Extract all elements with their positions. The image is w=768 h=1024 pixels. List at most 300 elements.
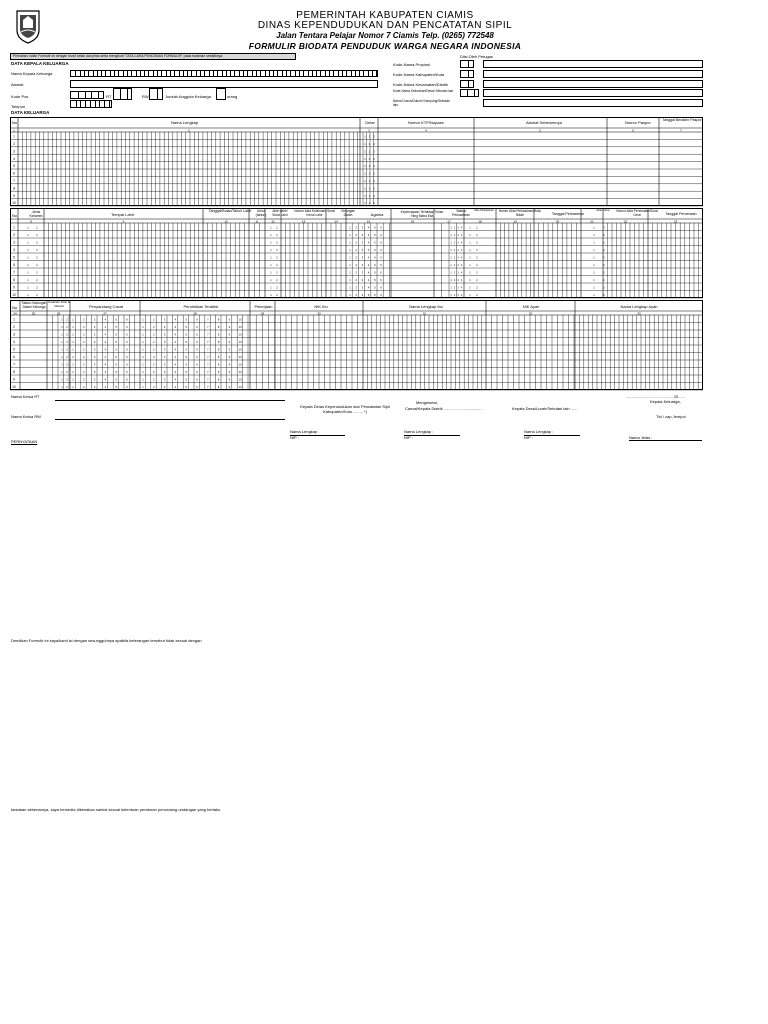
t2-jk-option: 2 (36, 234, 38, 238)
t2-col-num: 22 (623, 219, 628, 224)
t3-cacat-option: 4 (104, 333, 107, 337)
t2-agama-option: 2 (355, 264, 357, 268)
t2-agama-option: 5 (374, 264, 376, 268)
t2-status-option: 2 (453, 294, 456, 298)
t3-row-num: 4 (13, 340, 15, 345)
t2-agama-option: 2 (355, 241, 357, 245)
t2-status-option: 4 (460, 271, 463, 275)
t3-kelainan-option: 1 (61, 326, 63, 330)
t2-aktekawin-option: 1 (469, 226, 471, 230)
t2-akte-option: 2 (276, 286, 278, 290)
t2-agama-option: 3 (361, 294, 364, 298)
label-ttd: Ttd / cap Jempol (656, 414, 686, 419)
t2-header-no: No (12, 213, 18, 218)
t1-gelar-option: 2 (368, 179, 371, 183)
t2-header-kepercayaan: Kepercayaan Terhadap Tuhan Yang Maha Esa (400, 210, 444, 218)
t2-agama-option: 1 (349, 279, 351, 283)
t3-pendidikan-option: 6 (196, 333, 198, 337)
t2-header-akte-lahir: Akte Lahir/ Surat Lahir (272, 209, 288, 217)
t2-col-num: 9 (122, 219, 125, 224)
header-line4: FORMULIR BIODATA PENDUDUK WARGA NEGARA INDONESIA (248, 41, 522, 51)
t3-cacat-option: 1 (72, 318, 74, 322)
t3-cacat-option: 1 (72, 333, 74, 337)
t2-col-num: 20 (555, 219, 560, 224)
t2-jk-option: 1 (27, 234, 29, 238)
t2-row-num: 7 (13, 270, 15, 275)
t3-cacat-option: 2 (83, 371, 85, 375)
t2-jk-option: 1 (27, 279, 29, 283)
t3-cacat-option: 6 (126, 378, 128, 382)
t2-jk-option: 2 (36, 249, 38, 253)
t2-header-tanggal: Tanggal/Bulan/Tahun Lahir (208, 209, 252, 213)
t1-col-num: 3 (368, 128, 370, 133)
t3-header-status-hub: Status Hubungan Dalam Keluarga (21, 301, 47, 309)
t3-pendidikan-option: 4 (174, 318, 177, 322)
t2-aktecerai-option: 2 (603, 226, 605, 230)
t2-aktecerai-option: 2 (603, 271, 605, 275)
t2-agama-option: 3 (361, 234, 364, 238)
t2-header-akte-cerai: Akte Cerai (596, 208, 610, 212)
t3-cacat-option: 6 (126, 318, 128, 322)
t3-pendidikan-option: 9 (228, 318, 231, 322)
t3-pendidikan-option: 9 (228, 356, 231, 360)
t2-agama-option: 6 (380, 241, 382, 245)
t3-pendidikan-option: 9 (228, 363, 231, 367)
t2-status-option: 3 (457, 226, 459, 230)
t2-agama-option: 5 (374, 271, 376, 275)
line-ketua-rw (55, 419, 285, 420)
t2-aktekawin-option: 2 (476, 256, 478, 260)
t3-pendidikan-option: 1 (142, 348, 144, 352)
t1-header-paspor: Nomor Paspor (625, 120, 651, 125)
t3-header-no: No (12, 305, 18, 310)
t3-pendidikan-option: 8 (217, 363, 220, 367)
t2-agama-option: 6 (380, 294, 382, 298)
label-kepala-dinas: Kepala Dinas Kependudukan dan Pencatatan Sipil Kabupaten/Kota ......... *) (300, 404, 390, 414)
t3-pendidikan-option: 10 (238, 363, 242, 367)
t2-status-option: 4 (460, 264, 463, 268)
t2-akte-option: 2 (276, 226, 278, 230)
t1-row-num: 10 (12, 201, 16, 206)
t2-agama-option: 4 (367, 234, 370, 238)
t3-pendidikan-option: 2 (153, 333, 155, 337)
t3-pendidikan-option: 6 (196, 378, 198, 382)
table-data-orangtua (10, 300, 703, 390)
t3-cacat-option: 5 (115, 326, 117, 330)
t2-akte-option: 2 (276, 241, 278, 245)
t2-aktekawin-option: 2 (476, 279, 478, 283)
t3-pendidikan-option: 5 (185, 326, 187, 330)
t2-header-agama: Agama (370, 212, 384, 217)
t1-gelar-option: 3 (373, 194, 375, 198)
t3-pendidikan-option: 7 (207, 326, 209, 330)
label-ketua-rt: Nama Ketua RT (11, 394, 40, 399)
t2-aktecerai-option: 1 (593, 279, 595, 283)
t1-row-num: 4 (13, 156, 15, 161)
t3-header-pendidikan: Pendidikan Terakhir (183, 304, 219, 309)
t3-cacat-option: 5 (115, 333, 117, 337)
t2-akte-option: 2 (276, 234, 278, 238)
t3-pendidikan-option: 3 (163, 371, 166, 375)
t2-agama-option: 1 (349, 241, 351, 245)
t2-header-akte-kawin: Akte Perkawinan (474, 209, 494, 212)
t2-aktecerai-option: 1 (593, 234, 595, 238)
t2-aktecerai-option: 2 (603, 249, 605, 253)
t2-aktekawin-option: 1 (469, 241, 471, 245)
t2-header-tempat: Tempat Lahir (111, 212, 135, 217)
t2-aktekawin-option: 1 (469, 234, 471, 238)
t2-col-num: 12 (271, 219, 275, 224)
t3-cacat-option: 1 (72, 378, 74, 382)
t2-status-option: 3 (457, 234, 459, 238)
t2-aktekawin-option: 1 (469, 294, 471, 298)
t3-cacat-option: 6 (126, 356, 128, 360)
label-nip-2: NIP : (404, 435, 413, 440)
t3-kelainan-option: 1 (61, 348, 63, 352)
t3-cacat-option: 2 (83, 333, 85, 337)
t3-pendidikan-option: 7 (207, 356, 209, 360)
t3-kelainan-option: 1 (61, 318, 63, 322)
t3-pendidikan-option: 3 (163, 333, 166, 337)
t2-akte-option: 2 (276, 294, 278, 298)
t2-status-option: 1 (450, 249, 452, 253)
t3-cacat-option: 5 (115, 348, 117, 352)
t2-akte-option: 1 (270, 241, 272, 245)
t2-status-option: 1 (450, 294, 452, 298)
t2-agama-option: 3 (361, 279, 364, 283)
label-mengetahui: Mengetahui, (416, 400, 439, 405)
t2-row-num: 4 (13, 248, 15, 253)
label-propinsi: Kode-Nama Propinsi (393, 62, 430, 67)
t2-agama-option: 2 (355, 286, 357, 290)
t3-pendidikan-option: 8 (217, 371, 220, 375)
t3-cacat-option: 2 (83, 356, 85, 360)
t3-pendidikan-option: 4 (174, 363, 177, 367)
t2-aktekawin-option: 2 (476, 241, 478, 245)
t3-pendidikan-option: 6 (196, 356, 198, 360)
t2-col-num: 17 (447, 219, 451, 224)
t2-akte-option: 1 (270, 234, 272, 238)
t2-agama-option: 6 (380, 226, 382, 230)
t2-col-num: 19 (513, 219, 517, 224)
t3-pendidikan-option: 10 (238, 356, 242, 360)
t3-cacat-option: 5 (115, 386, 117, 390)
line-ketua-rt (55, 400, 285, 401)
t3-pendidikan-option: 10 (238, 341, 242, 345)
t3-pendidikan-option: 7 (207, 371, 209, 375)
t3-pendidikan-option: 5 (185, 333, 187, 337)
t2-jk-option: 2 (36, 241, 38, 245)
t3-kelainan-option: 2 (66, 326, 68, 330)
t2-akte-option: 2 (276, 279, 278, 283)
t3-kelainan-option: 2 (66, 341, 68, 345)
t3-cacat-option: 6 (126, 348, 128, 352)
t3-row-num: 8 (13, 370, 15, 375)
t2-akte-option: 1 (270, 279, 272, 283)
statement-line-1: Demikian Formulir ini saya/kami isi dengan sesungguhnya apabila keterangan tersebut tidak sesuai dengan (11, 638, 202, 643)
header-line3: Jalan Tentara Pelajar Nomor 7 Ciamis Telp. (0265) 772548 (276, 31, 494, 40)
t2-agama-option: 2 (355, 279, 357, 283)
t2-status-option: 3 (457, 279, 459, 283)
t3-col-num: 29 (260, 311, 265, 316)
t2-aktecerai-option: 1 (593, 286, 595, 290)
t2-aktecerai-option: 1 (593, 241, 595, 245)
t2-agama-option: 6 (380, 286, 382, 290)
t2-agama-option: 3 (361, 271, 364, 275)
t2-row-num: 8 (13, 278, 15, 283)
t2-aktekawin-option: 1 (469, 264, 471, 268)
t3-pendidikan-option: 4 (174, 356, 177, 360)
t2-header-goldar: Golongan Darah (341, 209, 355, 217)
t3-col-num: 32 (528, 311, 533, 316)
t3-cacat-option: 3 (93, 348, 96, 352)
t1-gelar-option: 1 (364, 157, 366, 161)
t3-pendidikan-option: 7 (207, 318, 209, 322)
t2-aktekawin-option: 1 (469, 286, 471, 290)
t2-col-num: 11 (255, 219, 259, 224)
t3-cacat-option: 3 (93, 333, 96, 337)
t3-pendidikan-option: 2 (153, 356, 155, 360)
t2-agama-option: 3 (361, 256, 364, 260)
t2-aktecerai-option: 1 (593, 256, 595, 260)
t2-aktecerai-option: 2 (603, 256, 605, 260)
t2-aktecerai-option: 2 (603, 234, 605, 238)
t3-pendidikan-option: 9 (228, 326, 231, 330)
label-dusun: Nama Dusun/Dukuh/ Kampung/Sebutan lain (393, 99, 450, 107)
t2-aktekawin-option: 2 (476, 226, 478, 230)
t2-col-num: 13 (301, 219, 306, 224)
t3-pendidikan-option: 4 (174, 348, 177, 352)
t3-pendidikan-option: 5 (185, 378, 187, 382)
t3-pendidikan-option: 7 (207, 386, 209, 390)
label-orang: orang (227, 94, 238, 99)
label-nip-1: NIP : (290, 435, 299, 440)
t2-agama-option: 4 (367, 264, 370, 268)
t1-col-num: 6 (632, 128, 634, 133)
t2-jk-option: 1 (27, 264, 29, 268)
t1-gelar-option: 1 (364, 179, 366, 183)
t2-akte-option: 2 (276, 256, 278, 260)
t2-status-option: 2 (453, 271, 456, 275)
t3-pendidikan-option: 2 (153, 386, 155, 390)
t2-status-option: 1 (450, 226, 452, 230)
t3-row-num: 1 (13, 317, 15, 322)
t2-status-option: 4 (460, 241, 463, 245)
t2-agama-option: 6 (380, 234, 382, 238)
t3-pendidikan-option: 1 (142, 341, 144, 345)
section-keluarga-title: DATA KELUARGA (11, 110, 50, 115)
t3-pendidikan-option: 8 (217, 326, 220, 330)
t3-pendidikan-option: 8 (217, 318, 220, 322)
t3-pendidikan-option: 2 (153, 371, 155, 375)
t3-cacat-option: 5 (115, 378, 117, 382)
t3-header-kelainan: Kelainan Fisik & Mental (48, 300, 70, 308)
label-camat: Camat/Kepala Distrik ................................... (405, 406, 483, 411)
t3-row-num: 3 (13, 332, 15, 337)
t2-row-num: 1 (13, 225, 15, 230)
t1-gelar-option: 3 (373, 157, 375, 161)
t1-gelar-option: 1 (364, 194, 366, 198)
t2-aktekawin-option: 2 (476, 264, 478, 268)
t2-aktekawin-option: 2 (476, 294, 478, 298)
t2-status-option: 4 (460, 256, 463, 260)
t3-cacat-option: 2 (83, 341, 85, 345)
t3-cacat-option: 2 (83, 318, 85, 322)
t1-row-num: 2 (13, 141, 15, 146)
t3-pendidikan-option: 10 (238, 326, 242, 330)
t2-agama-option: 5 (374, 241, 376, 245)
t3-pendidikan-option: 9 (228, 386, 231, 390)
t3-col-num: 28 (193, 311, 197, 316)
t2-row-num: 5 (13, 255, 15, 260)
t2-col-num: 15 (366, 219, 371, 224)
t3-pendidikan-option: 7 (207, 333, 209, 337)
t2-jk-option: 2 (36, 279, 38, 283)
t3-cacat-option: 4 (104, 371, 107, 375)
t2-agama-option: 5 (374, 286, 376, 290)
t3-pendidikan-option: 4 (174, 341, 177, 345)
t3-pendidikan-option: 5 (185, 371, 187, 375)
t2-jk-option: 1 (27, 256, 29, 260)
t2-agama-option: 4 (367, 241, 370, 245)
t3-pendidikan-option: 5 (185, 356, 187, 360)
t1-gelar-option: 2 (368, 194, 371, 198)
t3-cacat-option: 4 (104, 356, 107, 360)
t3-cacat-option: 1 (72, 326, 74, 330)
t2-akte-option: 1 (270, 249, 272, 253)
t1-row-num: 5 (13, 164, 15, 169)
t2-header-akta-kawin-no: Nomor Akta Perkawinan/Buku Nikah (498, 209, 542, 217)
t3-pendidikan-option: 3 (163, 318, 166, 322)
t3-pendidikan-option: 6 (196, 318, 198, 322)
t3-pendidikan-option: 8 (217, 341, 220, 345)
t3-pendidikan-option: 5 (185, 318, 187, 322)
t3-cacat-option: 4 (104, 341, 107, 345)
t2-agama-option: 1 (349, 249, 351, 253)
label-jumlah-anggota: Jumlah Anggota Keluarga (165, 94, 211, 99)
t2-aktekawin-option: 1 (469, 249, 471, 253)
t3-kelainan-option: 1 (61, 378, 63, 382)
t2-jk-option: 1 (27, 241, 29, 245)
t3-pendidikan-option: 10 (238, 333, 242, 337)
t3-header-pekerjaan: Pekerjaan (254, 304, 273, 309)
t3-cacat-option: 3 (93, 356, 96, 360)
t2-agama-option: 5 (374, 279, 376, 283)
t1-col-num: 7 (680, 128, 682, 133)
label-nama-jelas: Nama Jelas : (629, 435, 653, 440)
t2-agama-option: 2 (355, 256, 357, 260)
t2-status-option: 2 (453, 226, 456, 230)
t3-pendidikan-option: 8 (217, 386, 220, 390)
t2-akte-option: 2 (276, 271, 278, 275)
t1-row-num: 7 (13, 178, 15, 183)
t2-agama-option: 6 (380, 271, 382, 275)
label-kepala-keluarga: Kepala Keluarga, (650, 399, 681, 404)
t2-akte-option: 2 (276, 249, 278, 253)
t2-agama-option: 1 (349, 264, 351, 268)
t3-pendidikan-option: 9 (228, 341, 231, 345)
sig-line-4 (629, 440, 702, 441)
t3-pendidikan-option: 4 (174, 371, 177, 375)
t3-cacat-option: 4 (104, 378, 107, 382)
t3-pendidikan-option: 10 (238, 318, 242, 322)
t3-cacat-option: 3 (93, 378, 96, 382)
t2-agama-option: 2 (355, 249, 357, 253)
t3-col-num: 27 (103, 311, 107, 316)
t2-status-option: 4 (460, 286, 463, 290)
t2-agama-option: 1 (349, 271, 351, 275)
header-line2: DINAS KEPENDUDUKAN DAN PENCATATAN SIPIL (257, 20, 513, 31)
t2-status-option: 1 (450, 256, 452, 260)
label-kelurahan: Kode-Nama Kelurahan/Desa/ Sebutan lain (393, 89, 454, 93)
t2-row-num: 6 (13, 263, 15, 268)
t3-pendidikan-option: 1 (142, 378, 144, 382)
t3-cacat-option: 4 (104, 326, 107, 330)
header-line1: PEMERINTAH KABUPATEN CIAMIS (296, 10, 474, 21)
t2-col-num: 18 (478, 219, 482, 224)
t3-pendidikan-option: 3 (163, 348, 166, 352)
t3-cacat-option: 4 (104, 363, 107, 367)
t3-cacat-option: 6 (126, 371, 128, 375)
t3-kelainan-option: 1 (61, 333, 63, 337)
t3-cacat-option: 1 (72, 341, 74, 345)
t1-col-num: 5 (539, 128, 541, 133)
t1-row-num: 9 (13, 193, 15, 198)
t2-aktekawin-option: 1 (469, 279, 471, 283)
t3-cacat-option: 2 (83, 348, 85, 352)
t3-pendidikan-option: 1 (142, 386, 144, 390)
t2-agama-option: 3 (361, 226, 364, 230)
t3-kelainan-option: 2 (66, 378, 68, 382)
t1-header-no: No (12, 120, 18, 125)
t3-cacat-option: 6 (126, 326, 128, 330)
t2-status-option: 1 (450, 271, 452, 275)
t2-status-option: 2 (453, 264, 456, 268)
label-rt: RT (106, 94, 112, 99)
t3-pendidikan-option: 1 (142, 333, 144, 337)
t1-gelar-option: 1 (364, 142, 366, 146)
t3-cacat-option: 6 (126, 333, 128, 337)
t2-header-tgl-cerai: Tanggal Perceraian (665, 212, 697, 216)
label-pernyataan: PERNYATAAN (11, 439, 38, 444)
t2-agama-option: 1 (349, 294, 351, 298)
t3-kelainan-option: 2 (66, 371, 68, 375)
section-kepala-title: DATA KEPALA KELUARGA (11, 61, 69, 66)
label-telepon: Telepon (11, 104, 26, 109)
t3-pendidikan-option: 8 (217, 378, 220, 382)
t3-pendidikan-option: 1 (142, 371, 144, 375)
t3-kelainan-option: 2 (66, 348, 68, 352)
t3-pendidikan-option: 10 (238, 371, 242, 375)
t3-header-nama-ibu: Nama Lengkap Ibu (409, 304, 443, 309)
t2-aktekawin-option: 2 (476, 271, 478, 275)
t2-agama-option: 5 (374, 226, 376, 230)
t3-pendidikan-option: 9 (228, 378, 231, 382)
t1-gelar-option: 1 (364, 165, 366, 169)
t3-pendidikan-option: 3 (163, 326, 166, 330)
t3-cacat-option: 5 (115, 371, 117, 375)
t3-pendidikan-option: 2 (153, 348, 155, 352)
t2-col-num: 21 (590, 219, 594, 224)
t3-pendidikan-option: 6 (196, 348, 198, 352)
t3-col-num: 30 (317, 311, 321, 316)
t3-kelainan-option: 2 (66, 318, 68, 322)
t2-agama-option: 5 (374, 294, 376, 298)
t1-row-num: 8 (13, 186, 15, 191)
t1-gelar-option: 1 (364, 202, 366, 206)
t2-agama-option: 2 (355, 271, 357, 275)
t1-gelar-option: 1 (364, 187, 366, 191)
